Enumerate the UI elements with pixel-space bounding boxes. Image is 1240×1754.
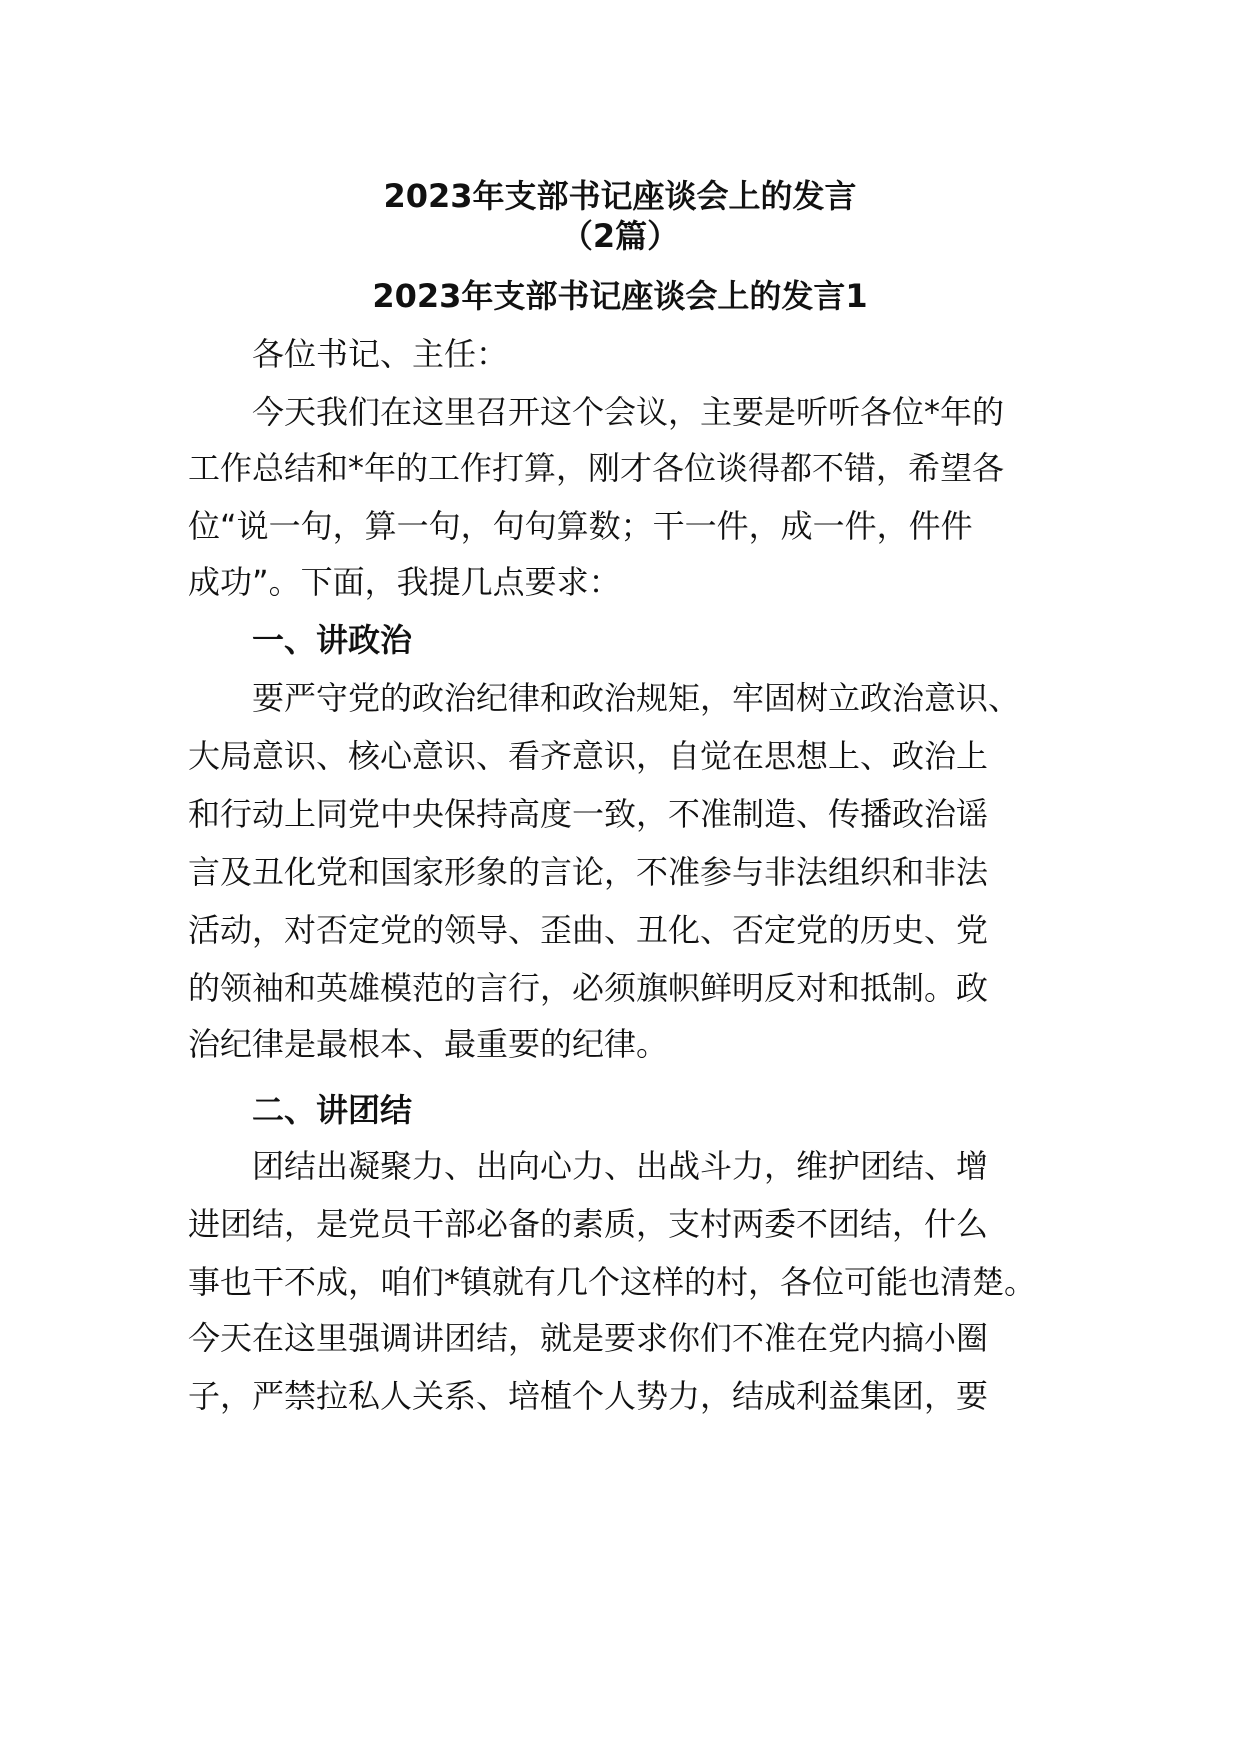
paragraph-line: 进团结，是党员干部必备的素质，支村两委不团结，什么	[188, 1205, 989, 1243]
section-title: 2023年支部书记座谈会上的发言1	[372, 277, 868, 315]
heading-politics: 一、讲政治	[252, 621, 413, 659]
paragraph-line: 要严守党的政治纪律和政治规矩，牢固树立政治意识、	[252, 679, 1021, 717]
paragraph-line: 和行动上同党中央保持高度一致，不准制造、传播政治谣	[188, 795, 989, 833]
paragraph-line: 大局意识、核心意识、看齐意识，自觉在思想上、政治上	[188, 737, 989, 775]
document-title: 2023年支部书记座谈会上的发言	[383, 177, 857, 215]
paragraph-line: 子，严禁拉私人关系、培植个人势力，结成利益集团，要	[188, 1377, 989, 1415]
paragraph-line: 的领袖和英雄模范的言行，必须旗帜鲜明反对和抵制。政	[188, 969, 989, 1007]
paragraph-line: 工作总结和*年的工作打算，刚才各位谈得都不错，希望各	[188, 449, 1005, 487]
paragraph-line: 治纪律是最根本、最重要的纪律。	[188, 1025, 669, 1063]
document-subtitle: （2篇）	[560, 217, 680, 255]
paragraph-line: 位“说一句，算一句，句句算数；干一件，成一件，件件	[188, 507, 973, 545]
paragraph-line: 今天我们在这里召开这个会议，主要是听听各位*年的	[252, 393, 1005, 431]
paragraph-line: 成功”。下面，我提几点要求：	[188, 563, 621, 601]
salutation: 各位书记、主任：	[252, 335, 509, 373]
paragraph-line: 言及丑化党和国家形象的言论，不准参与非法组织和非法	[188, 853, 989, 891]
paragraph-line: 活动，对否定党的领导、歪曲、丑化、否定党的历史、党	[188, 911, 989, 949]
paragraph-line: 团结出凝聚力、出向心力、出战斗力，维护团结、增	[252, 1147, 989, 1185]
paragraph-line: 事也干不成，咱们*镇就有几个这样的村，各位可能也清楚。	[188, 1263, 1037, 1301]
paragraph-line: 今天在这里强调讲团结，就是要求你们不准在党内搞小圈	[188, 1319, 989, 1357]
heading-unity: 二、讲团结	[252, 1091, 413, 1129]
